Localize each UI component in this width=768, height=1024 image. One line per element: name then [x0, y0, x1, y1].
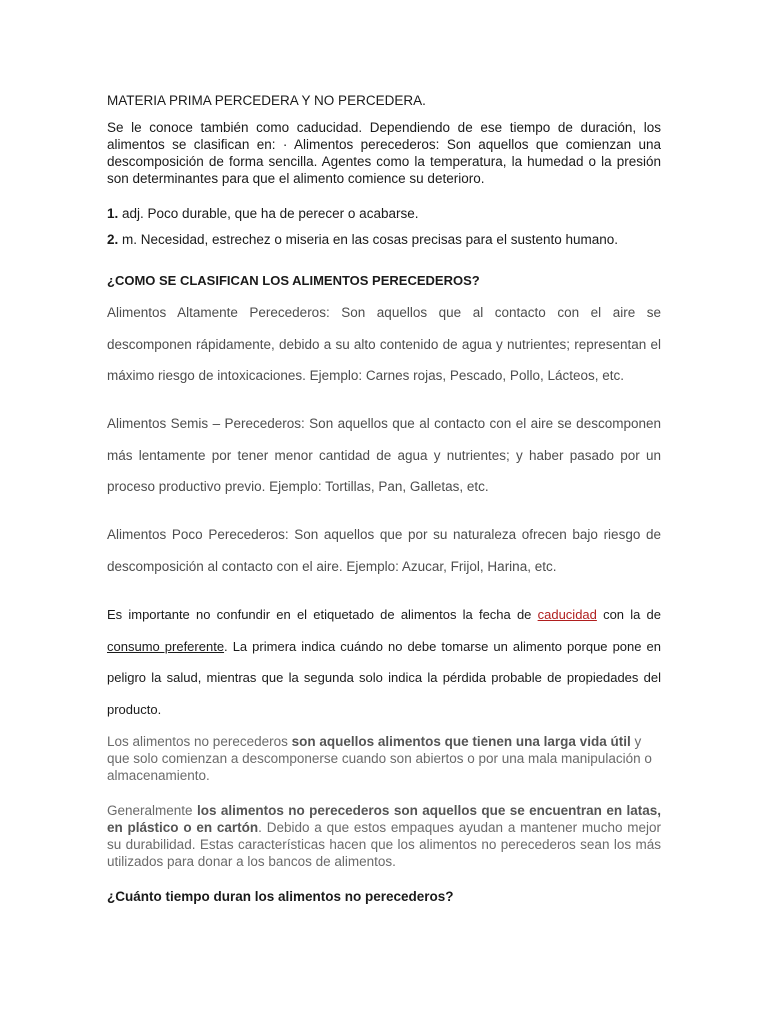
paragraph-etiquetado: [107, 599, 661, 725]
generalmente-text-end: . Debido a que estos empaques ayudan a mantener mucho mejor su durabilidad. Estas características hacen que los alimentos no perecederos sean los más utilizados para donar a los bancos de alimentos.: [107, 820, 661, 869]
definition-1-text: adj. Poco durable, que ha de perecer o acabarse.: [118, 206, 419, 221]
paragraph-no-perecederos: [107, 733, 661, 784]
document-title: MATERIA PRIMA PERCEDERA Y NO PERCEDERA.: [107, 93, 426, 108]
definition-1: [107, 205, 661, 222]
etiquetado-text-middle: con la de: [596, 607, 662, 622]
section-heading-clasifican: ¿COMO SE CLASIFICAN LOS ALIMENTOS PERECEDEROS?: [107, 273, 480, 288]
intro-paragraph: Se le conoce también como caducidad. Dependiendo de ese tiempo de duración, los alimentos se clasifican en: · Alimentos perecederos: Son aquellos que comienzan una descomposición de forma sencilla. Agentes como la temperatura, la humedad o la presión son determinantes para que el alimento comience su deterioro.: [107, 120, 661, 186]
no-perecederos-text-start: Los alimentos no perecederos: [107, 734, 292, 749]
paragraph-altamente-perecederos: Alimentos Altamente Perecederos: Son aquellos que al contacto con el aire se descomponen rápidamente, debido a su alto contenido de agua y nutrientes; representan el máximo riesgo de intoxicaciones. Ejemplo: Carnes rojas, Pescado, Pollo, Lácteos, etc.: [107, 305, 661, 383]
definition-2-number: 2.: [107, 232, 119, 247]
generalmente-text-start: Generalmente: [107, 803, 197, 818]
paragraph-semis-perecederos: Alimentos Semis – Perecederos: Son aquellos que al contacto con el aire se descomponen más lentamente por tener menor cantidad de agua y nutrientes; y haber pasado por un proceso productivo previo. Ejemplo: Tortillas, Pan, Galletas, etc.: [107, 416, 661, 494]
generalmente-bold: los alimentos no perecederos son aquellos que se encuentran en latas, en plástico o en cartón: [107, 803, 661, 835]
definition-2-text: m. Necesidad, estrechez o miseria en las cosas precisas para el sustento humano.: [118, 232, 619, 247]
paragraph-generalmente: [107, 802, 661, 870]
no-perecederos-text-end: y que solo comienzan a descomponerse cuando son abiertos o por una mala manipulación o almacenamiento.: [107, 734, 652, 783]
definition-1-number: 1.: [107, 206, 119, 221]
caducidad-link[interactable]: caducidad: [537, 607, 597, 622]
paragraph-poco-perecederos: Alimentos Poco Perecederos: Son aquellos que por su naturaleza ofrecen bajo riesgo de descomposición al contacto con el aire. Ejemplo: Azucar, Frijol, Harina, etc.: [107, 527, 661, 574]
question-duracion: ¿Cuánto tiempo duran los alimentos no perecederos?: [107, 889, 454, 904]
etiquetado-text-start: Es importante no confundir en el etiquetado de alimentos la fecha de: [107, 607, 538, 622]
etiquetado-text-end: . La primera indica cuándo no debe tomarse un alimento porque pone en peligro la salud, mientras que la segunda solo indica la pérdida probable de propiedades del producto.: [107, 638, 661, 717]
consumo-preferente-link[interactable]: consumo preferente: [107, 638, 225, 654]
definition-2: [107, 231, 661, 248]
no-perecederos-bold: son aquellos alimentos que tienen una larga vida útil: [291, 734, 631, 749]
